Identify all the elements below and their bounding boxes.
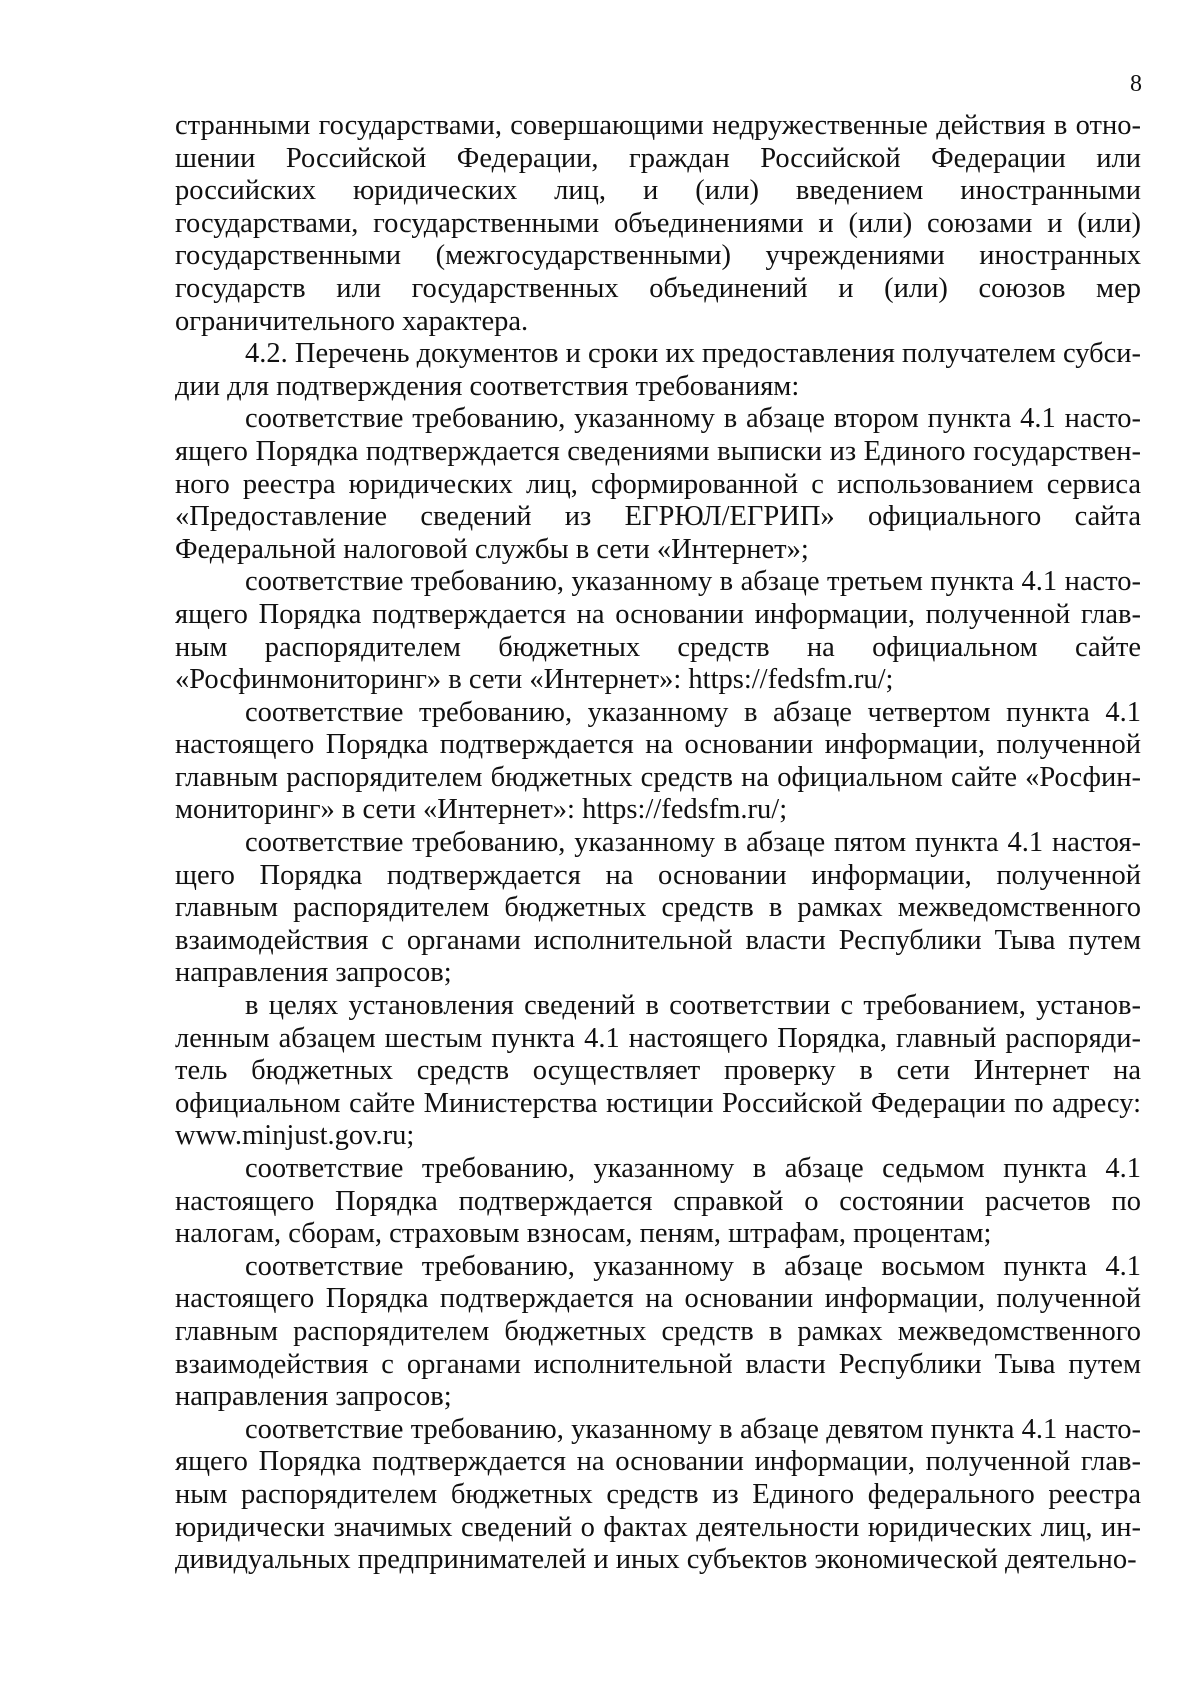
page-number: 8 [1130, 71, 1142, 97]
paragraph-requirement-5: соответствие требованию, указанному в абзаце пятом пункта 4.1 настоящего Порядка подтверждается на основании информации, полученной главным распорядителем бюджетных средств в рамках межведомственного взаимодействия с органами исполнительной власти Республики Тыва путем направления запросов; [175, 827, 1141, 989]
document-body [175, 110, 1141, 1577]
paragraph-continuation: странными государствами, совершающими недружественные действия в отношении Российской Федерации, граждан Российской Федерации или российских юридических лиц, и (или) введением иностранными государствами, государственными объединениями и (или) союзами и (или) государственными (межгосударственными) учреждениями иностранных государств или государственных объединений и (или) союзов мер ограничительного характера. [175, 110, 1141, 337]
paragraph-requirement-4: соответствие требованию, указанному в абзаце четвертом пункта 4.1 настоящего Порядка подтверждается на основании информации, полученной главным распорядителем бюджетных средств на официальном сайте «Росфинмониторинг» в сети «Интернет»: https://fedsfm.ru/; [175, 696, 1141, 826]
paragraph-requirement-6: в целях установления сведений в соответствии с требованием, установленным абзацем шестым пункта 4.1 настоящего Порядка, главный распорядитель бюджетных средств осуществляет проверку в сети Интернет на официальном сайте Министерства юстиции Российской Федерации по адресу: www.minjust.gov.ru; [175, 990, 1141, 1152]
paragraph-requirement-7: соответствие требованию, указанному в абзаце седьмом пункта 4.1 настоящего Порядка подтверждается справкой о состоянии расчетов по налогам, сборам, страховым взносам, пеням, штрафам, процентам; [175, 1153, 1141, 1250]
paragraph-requirement-9: соответствие требованию, указанному в абзаце девятом пункта 4.1 настоящего Порядка подтверждается на основании информации, полученной главным распорядителем бюджетных средств из Единого федерального реестра юридически значимых сведений о фактах деятельности юридических лиц, индивидуальных предпринимателей и иных субъектов экономической деятельно- [175, 1413, 1141, 1576]
paragraph-requirement-2: соответствие требованию, указанному в абзаце втором пункта 4.1 настоящего Порядка подтверждается сведениями выписки из Единого государственного реестра юридических лиц, сформированной с использованием сервиса «Предоставление сведений из ЕГРЮЛ/ЕГРИП» официального сайта Федеральной налоговой службы в сети «Интернет»; [175, 403, 1141, 565]
paragraph-requirement-3: соответствие требованию, указанному в абзаце третьем пункта 4.1 настоящего Порядка подтверждается на основании информации, полученной главным распорядителем бюджетных средств на официальном сайте «Росфинмониторинг» в сети «Интернет»: https://fedsfm.ru/; [175, 566, 1141, 696]
paragraph-requirement-8: соответствие требованию, указанному в абзаце восьмом пункта 4.1 настоящего Порядка подтверждается на основании информации, полученной главным распорядителем бюджетных средств в рамках межведомственного взаимодействия с органами исполнительной власти Республики Тыва путем направления запросов; [175, 1250, 1141, 1413]
paragraph-section-4-2: 4.2. Перечень документов и сроки их предоставления получателем субсидии для подтверждения соответствия требованиям: [175, 338, 1142, 402]
